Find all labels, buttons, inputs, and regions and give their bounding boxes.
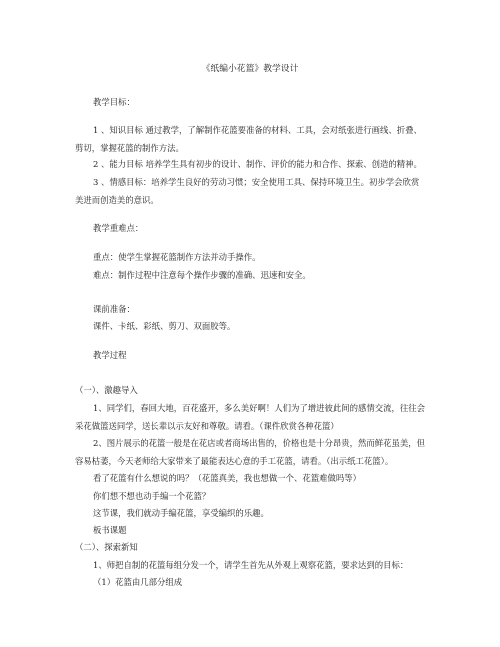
keypoint-line: 难点：制作过程中注意每个操作步骤的准确、迅速和安全。 — [93, 270, 311, 280]
section-line: 采花做篮送同学，送长辈以示友好和尊敬。请看。（课件欣赏各种花篮） — [75, 421, 339, 431]
objective-line: 1 、知识目标 通过教学，了解制作花篮要准备的材料、工具，会对纸张进行画线、折叠、 — [93, 125, 422, 135]
document-title: 《纸编小花篮》教学设计 — [201, 64, 299, 74]
objective-line: 3 、情感目标：培养学生良好的劳动习惯；安全使用工具、保持环境卫生。初步学会欣赏 — [93, 177, 420, 187]
section-line: 1、同学们，春回大地，百花盛开，多么美好啊！人们为了增进彼此间的感情交流，往往会 — [93, 403, 425, 413]
section-line: 1、师把自制的花篮每组分发一个，请学生首先从外观上观察花篮，要求达到的目标： — [93, 560, 409, 570]
objective-line: 剪切，掌握花篮的制作方法。 — [75, 143, 184, 153]
prep-heading: 课前准备： — [93, 304, 135, 314]
process-heading: 教学过程 — [93, 350, 127, 360]
section-line: （1）花篮由几部分组成 — [93, 577, 183, 587]
section-line: 2、图片展示的花篮一般是在花店或者商场出售的，价格也是十分昂贵，然而鲜花虽美，但 — [93, 438, 425, 448]
objective-line: 美进而创造美的意识。 — [75, 195, 159, 205]
objective-line: 2 、能力目标 培养学生具有初步的设计、制作、评价的能力和合作、探索、创造的精神。 — [93, 159, 422, 169]
section-heading: （一）、激趣导入 — [75, 385, 138, 395]
section-line: 看了花篮有什么想说的吗？（花篮真美，我也想做一个、花篮难做吗等） — [93, 473, 361, 483]
section-line: 这节课，我们就动手编花篮，享受编织的乐趣。 — [93, 508, 269, 518]
keypoint-line: 重点：使学生掌握花篮制作方法并动手操作。 — [93, 252, 261, 262]
section-heading: （二）、探索新知 — [75, 542, 138, 552]
section-line: 容易枯萎，今天老师给大家带来了最能表达心意的手工花篮，请看。（出示纸工花篮）。 — [75, 456, 394, 466]
objectives-heading: 教学目标： — [93, 97, 135, 107]
keypoints-heading: 教学重难点： — [93, 223, 144, 233]
section-line: 你们想不想也动手编一个花篮？ — [93, 491, 211, 501]
section-line: 板书课题 — [93, 525, 127, 535]
prep-text: 课件、卡纸、彩纸、剪刀、双面胶等。 — [93, 321, 236, 331]
